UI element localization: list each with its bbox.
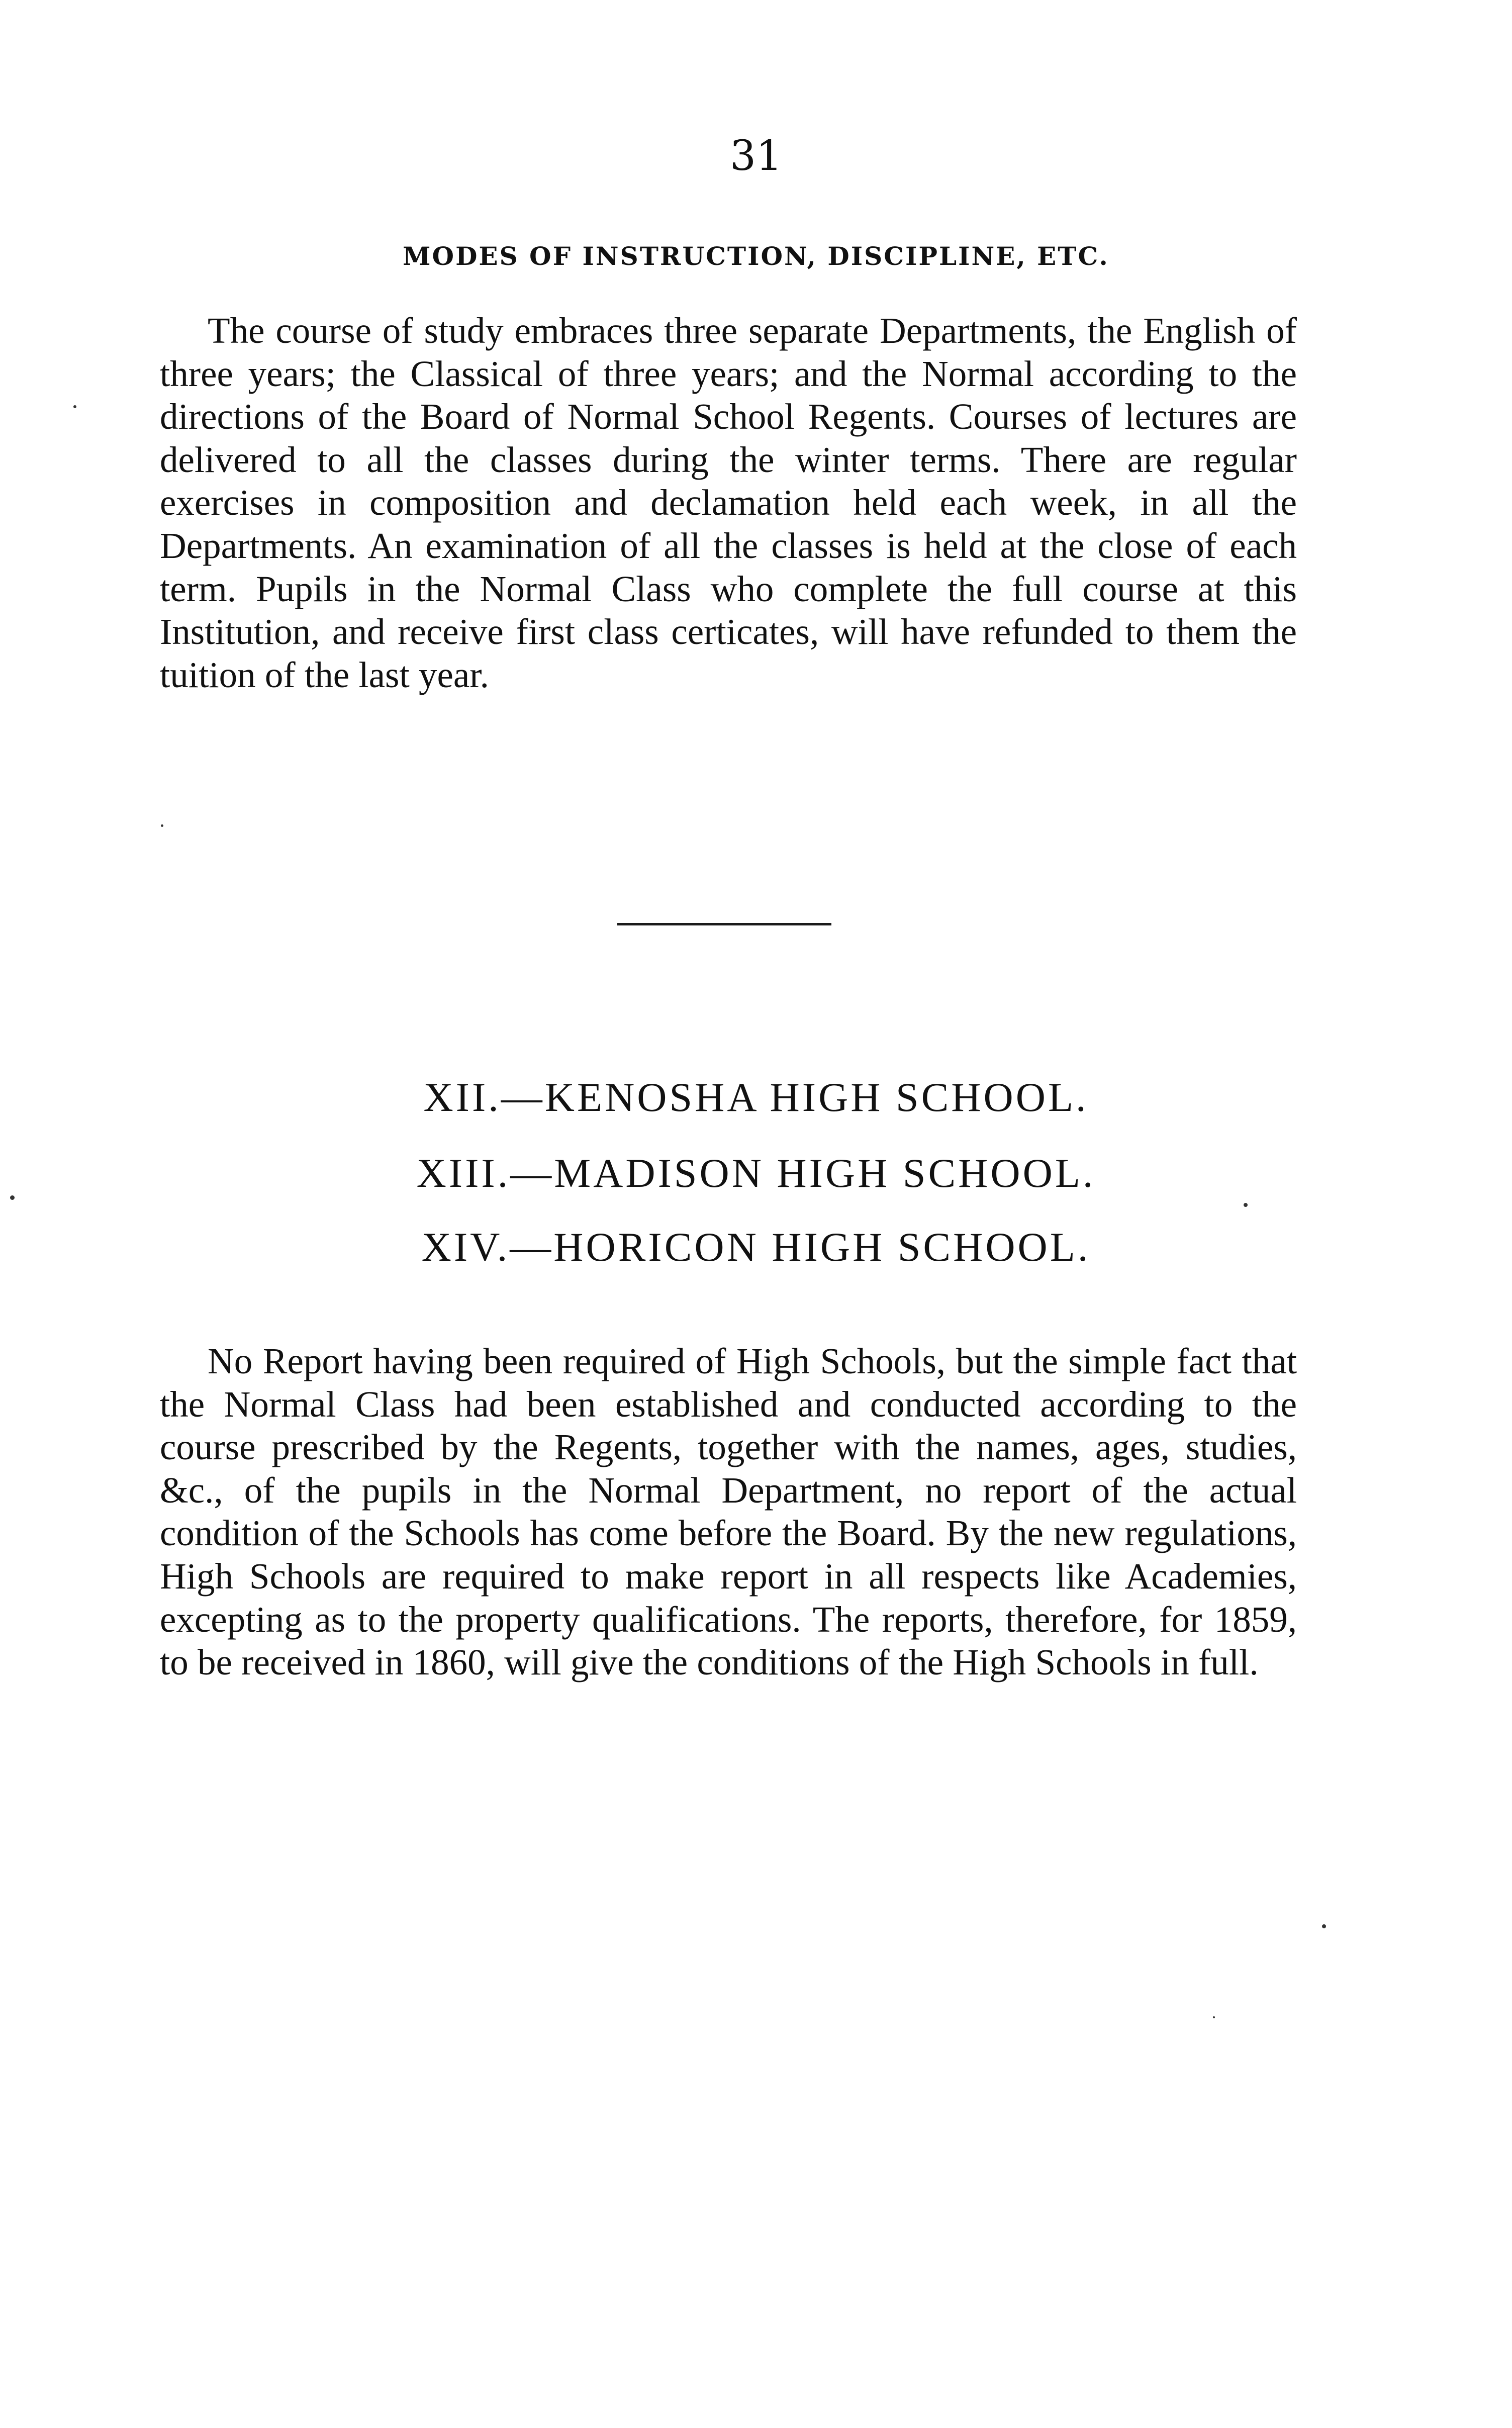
school-title-kenosha: XII.—KENOSHA HIGH SCHOOL. bbox=[423, 1074, 1089, 1120]
school-title-horicon: XIV.—HORICON HIGH SCHOOL. bbox=[421, 1224, 1091, 1270]
scan-speck bbox=[73, 405, 76, 408]
scan-speck bbox=[1244, 1203, 1248, 1207]
school-title-madison: XIII.—MADISON HIGH SCHOOL. bbox=[416, 1150, 1096, 1196]
scan-speck bbox=[1213, 2016, 1215, 2018]
paragraph-course-of-study: The course of study embraces three separate Departments, the English of three years; the Classical of three years; and the Normal according to the directions of the Board of Normal School Regents. Courses of lectures are delivered to all the classes during the winter terms. There are regular exercises in composition and declamation held each week, in all the Departments. An examination of all the classes is held at the close of each term. Pupils in the Normal Class who complete the full course at this Institution, and receive first class certicates, will have refunded to them the tuition of the last year. bbox=[160, 310, 1297, 695]
section-divider bbox=[617, 923, 831, 925]
section-heading: MODES OF INSTRUCTION, DISCIPLINE, ETC. bbox=[403, 241, 1109, 271]
scan-speck bbox=[1322, 1924, 1326, 1928]
paragraph-high-school-report: No Report having been required of High Schools, but the simple fact that the Normal Class had been established and conducted according to the course prescribed by the Regents, together with the names, ages, studies, &c., of the pupils in the Normal Department, no report of the actual condition of the Schools has come before the Board. By the new regulations, High Schools are required to make report in all respects like Academies, excepting as to the property qualifications. The reports, therefore, for 1859, to be received in 1860, will give the conditions of the High Schools in full. bbox=[160, 1341, 1297, 1683]
scan-speck bbox=[161, 824, 163, 827]
scan-speck bbox=[10, 1195, 15, 1200]
page-number: 31 bbox=[729, 132, 783, 180]
